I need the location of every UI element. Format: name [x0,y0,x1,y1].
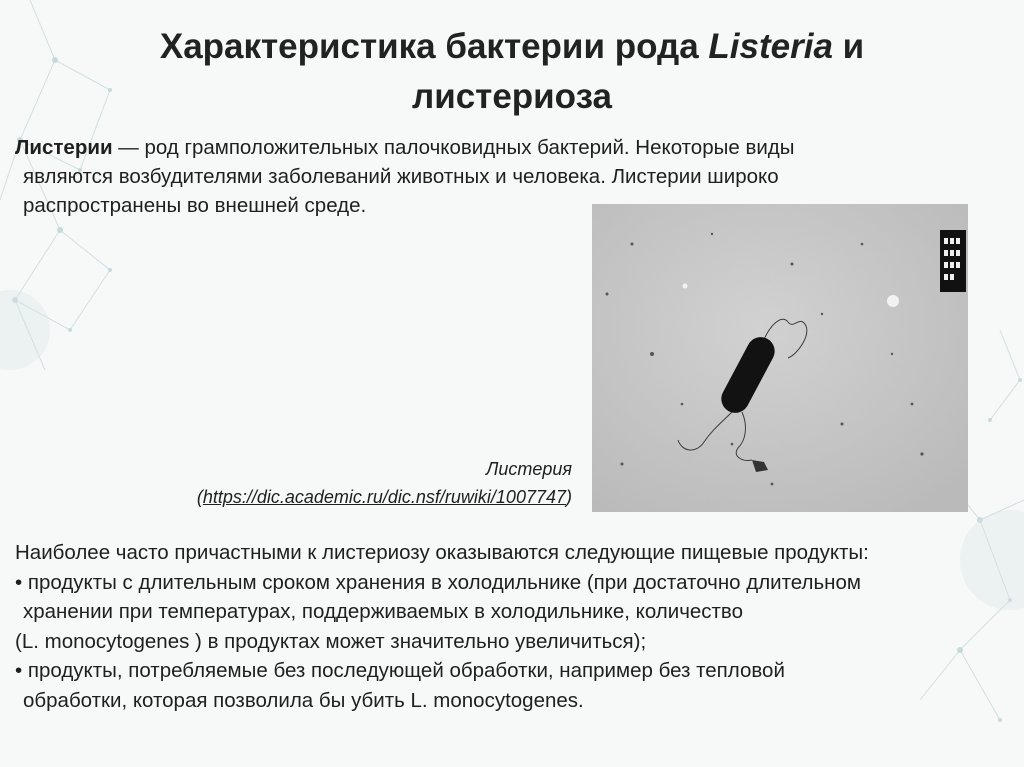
title-part2: и [832,27,865,66]
foods-section [15,538,1005,715]
source-link[interactable]: https://dic.academic.ru/dic.nsf/ruwiki/1007747 [202,487,566,507]
intro-line2: являются возбудителями заболеваний животных и человека. Листерии широко [23,165,779,188]
slide-title [60,22,964,122]
foods-heading: Наиболее часто причастными к листериозу оказываются следующие пищевые продукты: [15,541,869,564]
title-part1: Характеристика бактерии рода [159,27,709,66]
title-genus: Listeria [708,27,833,66]
foods-item2-line1: • продукты, потребляемые без последующей обработки, например без тепловой [15,659,785,682]
figure-caption [100,455,572,511]
caption-paren-close: ) [566,487,572,507]
intro-line1: — род грамположительных палочковидных бактерий. Некоторые виды [112,136,795,159]
title-line2: листериоза [411,77,613,116]
caption-paren-open: ( [196,487,203,507]
foods-item1-line2: хранении при температурах, поддерживаемых в холодильнике, количество [23,600,743,623]
caption-title: Листерия [486,459,572,479]
foods-item2-line2: обработки, которая позволила бы убить L. monocytogenes. [23,688,584,712]
foods-item1-line1: • продукты с длительным сроком хранения в холодильнике (при достаточно длительном [15,570,861,594]
listeria-micrograph [592,204,968,512]
intro-line3: распространены во внешней среде. [23,194,367,217]
foods-item1-line3: (L. monocytogenes ) в продуктах может значительно увеличиться); [15,629,647,653]
intro-term: Листерии [15,136,113,159]
